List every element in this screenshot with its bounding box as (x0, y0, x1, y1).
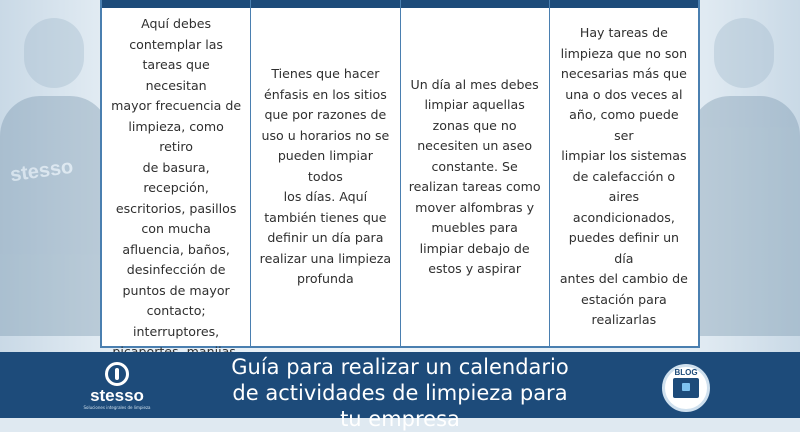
background-person-left (0, 0, 110, 352)
table-column-monthly (401, 0, 550, 346)
column-text: Aquí debes contemplar las tareas que necesitan mayor frecuencia de limpieza, como retiro de basura, recepción, escritorios, pasillos con mucha afluencia, baños, desinfección de puntos de mayor contacto; interruptores, (111, 16, 242, 339)
background-brand-left: stesso (8, 155, 75, 187)
footer-title: Guía para realizar un calendario de actividades de limpieza para tu empresa (231, 355, 569, 431)
cleaning-schedule-table (100, 0, 700, 348)
stesso-logo[interactable] (82, 362, 152, 412)
column-header (401, 0, 549, 8)
column-text: Tienes que hacer énfasis en los sitios que por razones de uso u horarios no se pueden limpiar todos los días. Aquí también tienes que definir un día para realizar una limpieza profunda (259, 66, 392, 287)
footer-banner (0, 352, 800, 431)
table-column-yearly (550, 0, 698, 346)
column-header (251, 0, 399, 8)
stesso-logo-word: stesso (90, 386, 144, 405)
stesso-logo-icon (105, 362, 129, 386)
column-text: Un día al mes debes limpiar aquellas zonas que no necesiten un aseo constante. Se realizan tareas como mover alfombras y muebles para limpiar debajo de estos y aspirar (408, 76, 541, 276)
blog-badge-label: BLOG (674, 368, 698, 377)
table-column-daily (102, 0, 251, 346)
background-person-right (690, 0, 800, 352)
blog-badge[interactable] (662, 364, 710, 412)
stesso-logo-tagline: Soluciones integrales de limpieza (83, 405, 151, 410)
computer-icon (673, 378, 699, 398)
column-header (550, 0, 698, 8)
column-text: Hay tareas de limpieza que no son necesarias más que una o dos veces al año, como puede ser limpiar los sistemas de calefacción o aires acondicionados, puedes definir un día antes del cambio de estación para realizarlas (559, 25, 688, 328)
table-column-weekly (251, 0, 400, 346)
column-header (102, 0, 250, 8)
